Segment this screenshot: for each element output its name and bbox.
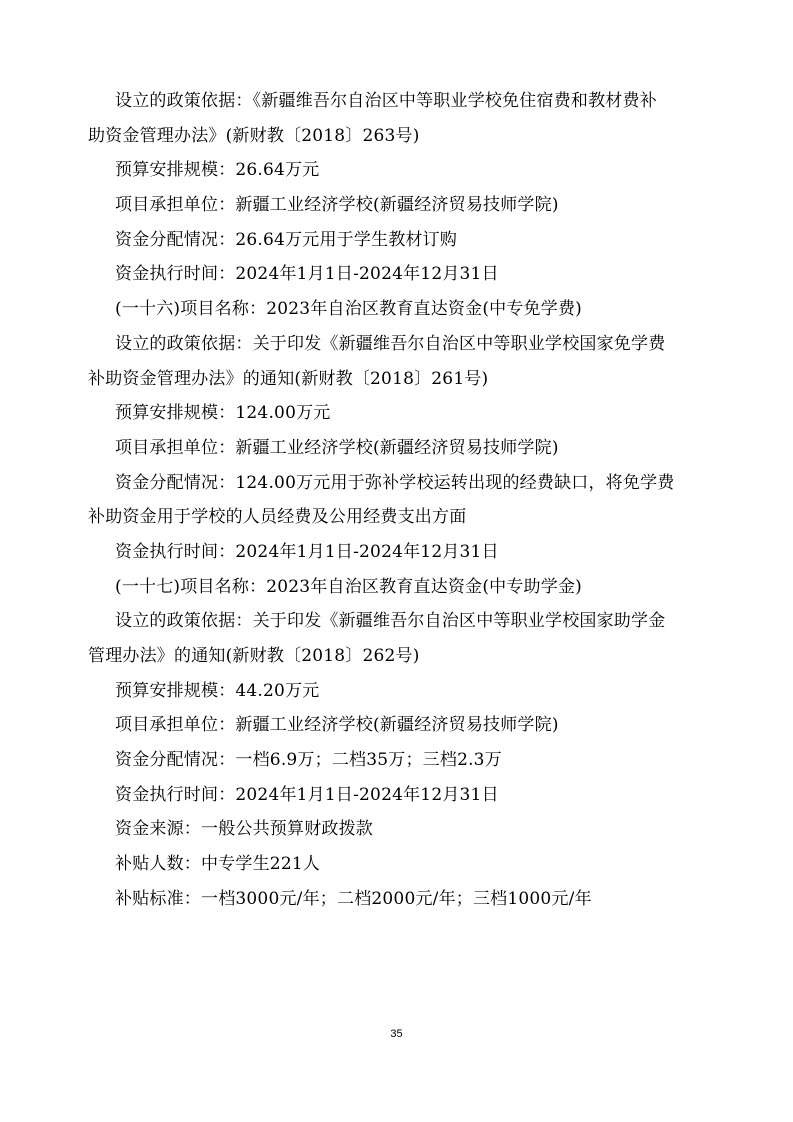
document-body bbox=[88, 84, 708, 917]
text-line: 补助资金用于学校的人员经费及公用经费支出方面 bbox=[88, 507, 467, 528]
text-line: 项目承担单位：新疆工业经济学校(新疆经济贸易技师学院) bbox=[115, 715, 559, 736]
text-line: 资金分配情况：26.64万元用于学生教材订购 bbox=[115, 229, 458, 250]
text-line: 资金来源：一般公共预算财政拨款 bbox=[115, 819, 373, 840]
text-line: 资金执行时间：2024年1月1日-2024年12月31日 bbox=[115, 784, 499, 805]
text-line: 资金分配情况：一档6.9万；二档35万；三档2.3万 bbox=[115, 750, 502, 771]
section-heading: (一十六)项目名称：2023年自治区教育直达资金(中专免学费) bbox=[115, 299, 582, 320]
page-number: 35 bbox=[390, 1028, 403, 1040]
text-line: 设立的政策依据：关于印发《新疆维吾尔自治区中等职业学校国家免学费 bbox=[115, 333, 666, 354]
section-heading: (一十七)项目名称：2023年自治区教育直达资金(中专助学金) bbox=[115, 576, 582, 597]
text-line: 助资金管理办法》(新财教〔2018〕263号) bbox=[88, 125, 420, 146]
text-line: 设立的政策依据：关于印发《新疆维吾尔自治区中等职业学校国家助学金 bbox=[115, 611, 666, 632]
text-line: 管理办法》的通知(新财教〔2018〕262号) bbox=[88, 646, 420, 666]
text-line: 预算安排规模：124.00万元 bbox=[115, 403, 331, 424]
text-line: 项目承担单位：新疆工业经济学校(新疆经济贸易技师学院) bbox=[115, 437, 559, 458]
text-line: 设立的政策依据：《新疆维吾尔自治区中等职业学校免住宿费和教材费补 bbox=[115, 91, 657, 111]
text-line: 预算安排规模：44.20万元 bbox=[115, 680, 320, 701]
text-line: 补贴标准：一档3000元/年；二档2000元/年；三档1000元/年 bbox=[115, 888, 592, 909]
text-line: 补贴人数：中专学生221人 bbox=[115, 854, 321, 875]
text-line: 资金分配情况：124.00万元用于弥补学校运转出现的经费缺口，将免学费 bbox=[115, 472, 675, 493]
text-line: 项目承担单位：新疆工业经济学校(新疆经济贸易技师学院) bbox=[115, 195, 559, 216]
text-line: 资金执行时间：2024年1月1日-2024年12月31日 bbox=[115, 264, 499, 285]
text-line: 资金执行时间：2024年1月1日-2024年12月31日 bbox=[115, 541, 499, 562]
text-line: 预算安排规模：26.64万元 bbox=[115, 160, 320, 181]
text-line: 补助资金管理办法》的通知(新财教〔2018〕261号) bbox=[88, 368, 489, 389]
